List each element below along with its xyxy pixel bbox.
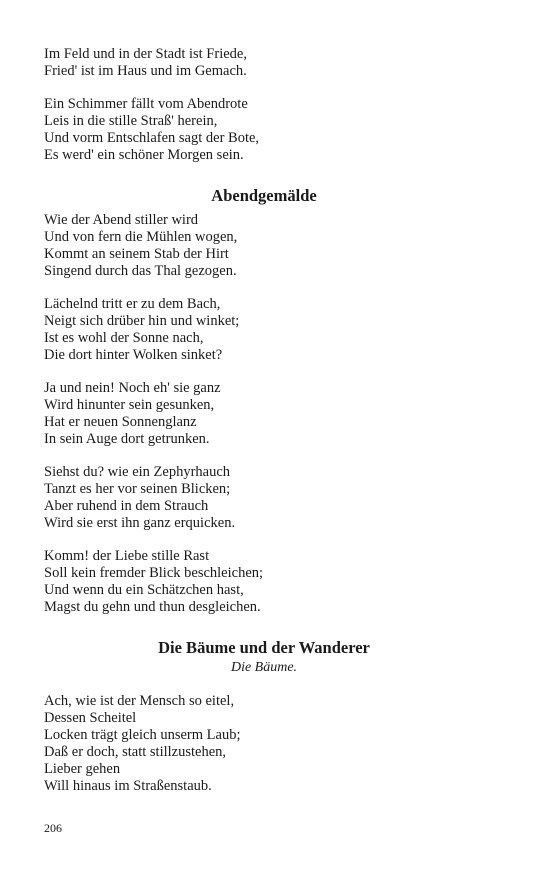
verse-line: Kommt an seinem Stab der Hirt: [44, 246, 229, 262]
verse-line: Es werd' ein schöner Morgen sein.: [44, 147, 244, 163]
stanza: [44, 46, 484, 80]
verse-line: Lieber gehen: [44, 761, 121, 777]
verse-line: Ja und nein! Noch eh' sie ganz: [44, 380, 221, 396]
verse-line: Und wenn du ein Schätzchen hast,: [44, 582, 244, 598]
stanza: [44, 96, 484, 164]
stanza: [44, 380, 484, 448]
verse-line: Im Feld und in der Stadt ist Friede,: [44, 46, 247, 62]
verse-line: Daß er doch, statt stillzustehen,: [44, 744, 227, 760]
stanza: [44, 693, 484, 795]
verse-line: Und vorm Entschlafen sagt der Bote,: [44, 130, 260, 146]
poem-title: Abendgemälde: [211, 186, 317, 205]
verse-line: Leis in die stille Straß' herein,: [44, 113, 218, 129]
verse-line: Singend durch das Thal gezogen.: [44, 263, 237, 279]
verse-line: Fried' ist im Haus und im Gemach.: [44, 63, 247, 79]
verse-line: Siehst du? wie ein Zephyrhauch: [44, 464, 231, 480]
verse-line: Aber ruhend in dem Strauch: [44, 498, 209, 514]
poem-title: Die Bäume und der Wanderer: [158, 638, 370, 657]
speaker-heading: Die Bäume.: [230, 660, 298, 675]
stanza: [44, 296, 484, 364]
verse-line: Ach, wie ist der Mensch so eitel,: [44, 693, 235, 709]
verse-line: Neigt sich drüber hin und winket;: [44, 313, 240, 329]
stanza: [44, 212, 484, 280]
verse-line: Die dort hinter Wolken sinket?: [44, 347, 223, 363]
verse-line: Dessen Scheitel: [44, 710, 137, 726]
verse-line: Ein Schimmer fällt vom Abendrote: [44, 96, 248, 112]
verse-line: Ist es wohl der Sonne nach,: [44, 330, 204, 346]
verse-line: Soll kein fremder Blick beschleichen;: [44, 565, 264, 581]
verse-line: Wird hinunter sein gesunken,: [44, 397, 215, 413]
verse-line: Wird sie erst ihn ganz erquicken.: [44, 515, 236, 531]
verse-line: Und von fern die Mühlen wogen,: [44, 229, 238, 245]
verse-line: Wie der Abend stiller wird: [44, 212, 199, 228]
verse-line: In sein Auge dort getrunken.: [44, 431, 210, 447]
page-number: 206: [44, 821, 62, 835]
verse-line: Tanzt es her vor seinen Blicken;: [44, 481, 231, 497]
verse-line: Komm! der Liebe stille Rast: [44, 548, 210, 564]
verse-line: Lächelnd tritt er zu dem Bach,: [44, 296, 221, 312]
stanza: [44, 464, 484, 532]
verse-line: Magst du gehn und thun desgleichen.: [44, 599, 261, 615]
page-body: [44, 46, 484, 795]
verse-line: Will hinaus im Straßenstaub.: [44, 778, 212, 794]
stanza: [44, 548, 484, 616]
verse-line: Locken trägt gleich unserm Laub;: [44, 727, 241, 743]
verse-line: Hat er neuen Sonnenglanz: [44, 414, 197, 430]
